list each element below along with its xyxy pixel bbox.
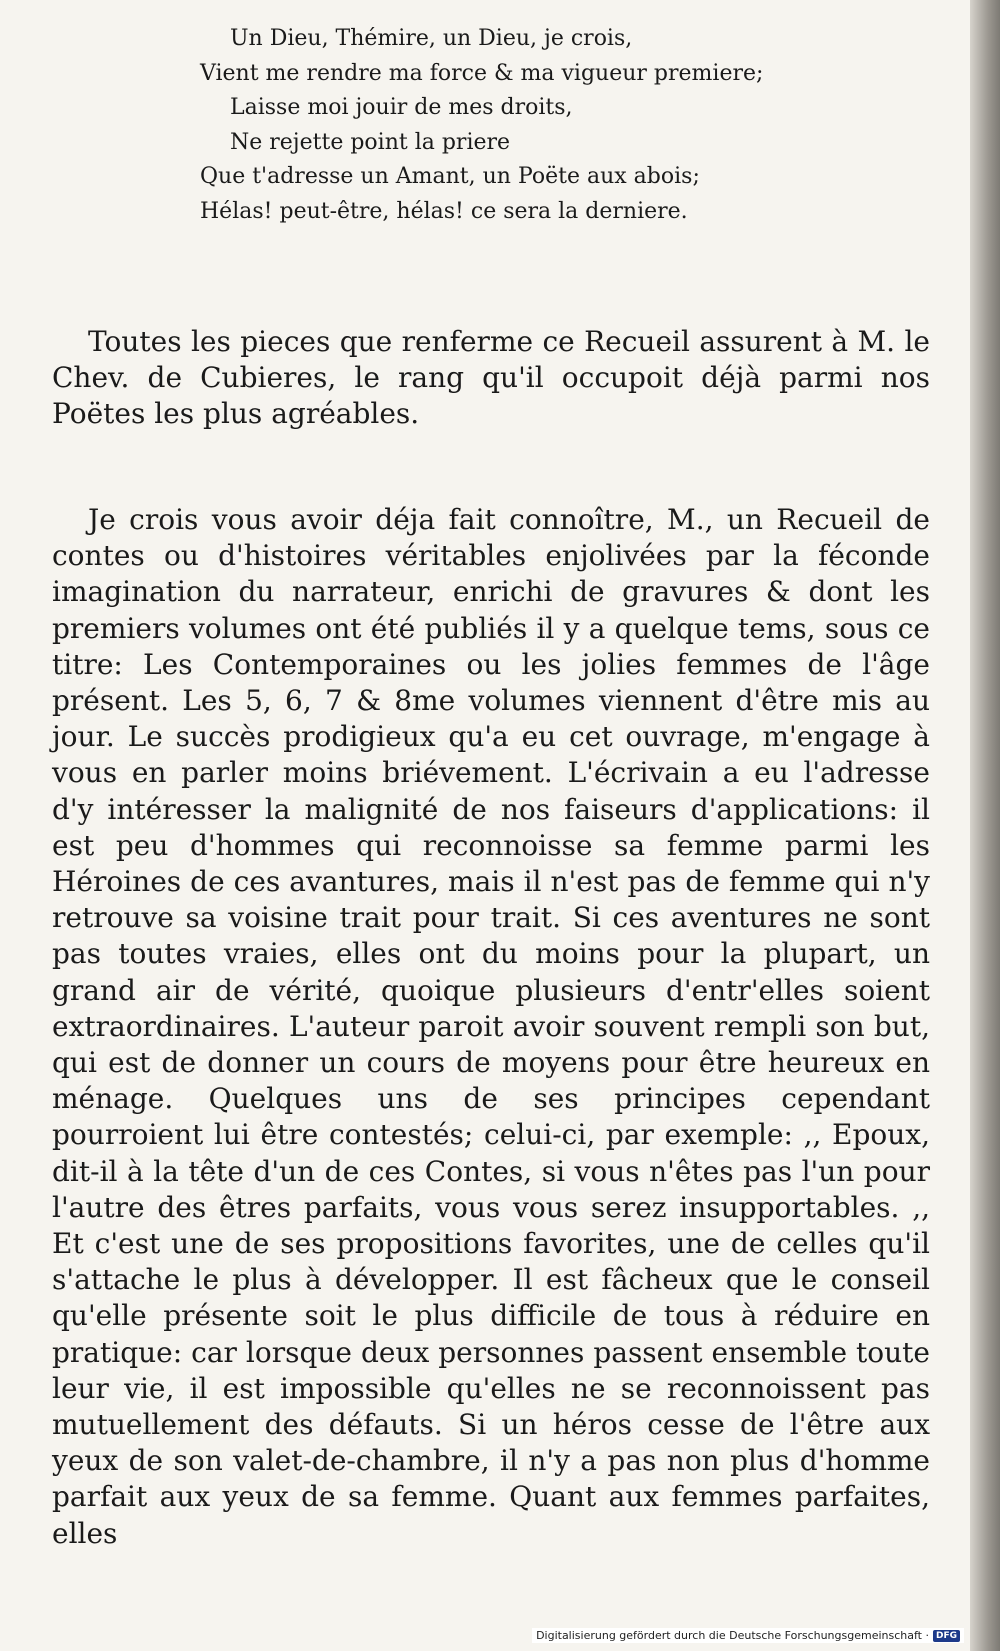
verse-line: Un Dieu, Thémire, un Dieu, je crois, [230, 26, 633, 51]
digitization-credit [532, 1628, 964, 1643]
paragraph-text: Toutes les pieces que renferme ce Recueil assurent à M. le Chev. de Cubieres, le rang qu'il occupoit déjà parmi nos Poëtes les plus agréables. [52, 325, 930, 431]
page-edge-shadow [970, 0, 1000, 1651]
verse-line: Vient me rendre ma force & ma vigueur premiere; [200, 60, 764, 86]
dfg-logo-icon: DFG [933, 1630, 960, 1642]
paragraph-text: Je crois vous avoir déja fait connoître, M., un Recueil de contes ou d'histoires véritables enjolivées par la féconde imagination du narrateur, enrichi de gravures & dont les premiers volumes ont été publiés il y a quelque tems, sous ce titre: Les Contemporaines ou les jolies femmes de l'âge présent. Les 5, 6, 7 & 8me volumes viennent d'être mis au jour. Le succès prodigieux qu'a eu cet ouvrage, m'engage à vous en parler moins briévement. L'écrivain a eu l'adresse d'y intéresser la malignité de nos faiseurs d'applications: il est peu d'hommes qui reconnoisse sa femme parmi les Héroines de ces avantures, mais il n'est pas de femme qui n'y retrouve sa voisine trait pour trait. Si ces aventures ne sont pas toutes vraies, elles ont du moins pour la plupart, un grand air de vérité, quoique plusieurs d'entr'elles soient extraordinaires. L'auteur paroit avoir souvent rempli son but, qui est de donner un cours de moyens pour être heureux en ménage. Quelques uns de ses principes cependant pourroient lui être contestés; celui-ci, par exemple: ,, Epoux, dit-il à la tête d'un de ces Contes, si vous n'êtes pas l'un pour l'autre des êtres parfaits, vous vous serez insupportables. ,, Et c'est une de ses propositions favorites, une de celles qu'il s'attache le plus à développer. Il est fâcheux que le conseil qu'elle présente soit le plus difficile de tous à réduire en pratique: car lorsque deux personnes passent ensemble toute leur vie, il est impossible qu'elles ne se reconnoissent pas mutuellement des défauts. Si un héros cesse de l'être aux yeux de son valet-de-chambre, il n'y a pas non plus d'homme parfait aux yeux de sa femme. Quant aux femmes parfaites, elles [52, 503, 930, 1550]
paragraph-cubieres [52, 324, 930, 433]
verse-line: Ne rejette point la priere [230, 129, 511, 155]
verse-block [150, 22, 910, 229]
verse-line: Laisse moi jouir de mes droits, [230, 95, 573, 120]
credit-text: Digitalisierung gefördert durch die Deutsche Forschungsgemeinschaft · [536, 1629, 929, 1642]
verse-line: Hélas! peut-être, hélas! ce sera la derniere. [200, 198, 688, 224]
verse-line: Que t'adresse un Amant, un Poëte aux abois; [200, 164, 700, 189]
paragraph-contemporaines [52, 502, 930, 1552]
